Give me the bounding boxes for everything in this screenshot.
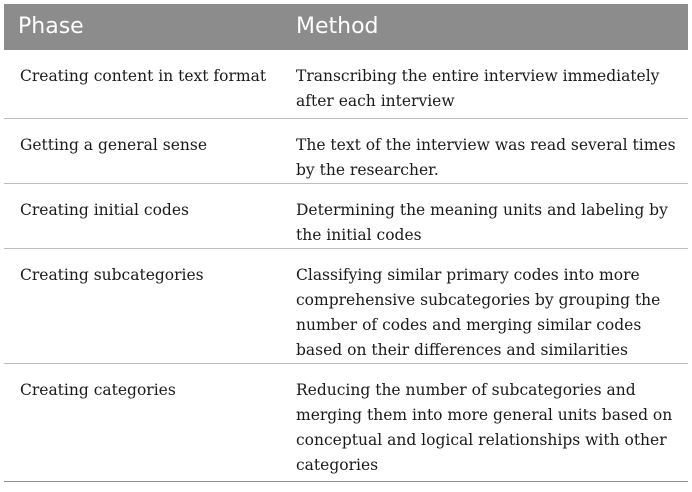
phase-text: Creating initial codes bbox=[20, 201, 189, 219]
table-row bbox=[4, 119, 688, 184]
phase-method-table bbox=[4, 4, 688, 482]
method-cell bbox=[279, 50, 688, 119]
table-header bbox=[4, 4, 688, 50]
phase-cell bbox=[4, 119, 279, 184]
method-text: Determining the meaning units and labeling by the initial codes bbox=[296, 201, 668, 244]
phase-text: Creating content in text format bbox=[20, 67, 267, 85]
method-text: Reducing the number of subcategories and merging them into more general units based on conceptual and logical relationships with other categories bbox=[296, 381, 673, 474]
table-body bbox=[4, 50, 688, 482]
table-row bbox=[4, 249, 688, 364]
phase-cell bbox=[4, 184, 279, 249]
phase-method-table-container bbox=[4, 4, 688, 488]
method-text: Classifying similar primary codes into more comprehensive subcategories by grouping the number of codes and merging similar codes based on their differences and similarities bbox=[296, 266, 661, 359]
column-header-method: Method bbox=[279, 4, 688, 50]
header-row bbox=[4, 4, 688, 50]
phase-text: Creating subcategories bbox=[20, 266, 204, 284]
phase-text: Creating categories bbox=[20, 381, 176, 399]
method-cell bbox=[279, 119, 688, 184]
method-cell bbox=[279, 249, 688, 364]
phase-text: Getting a general sense bbox=[20, 136, 207, 154]
phase-cell bbox=[4, 249, 279, 364]
method-cell bbox=[279, 364, 688, 482]
table-row bbox=[4, 364, 688, 482]
method-text: Transcribing the entire interview immediately after each interview bbox=[296, 67, 660, 110]
phase-cell bbox=[4, 50, 279, 119]
column-header-phase: Phase bbox=[4, 4, 279, 50]
phase-cell bbox=[4, 364, 279, 482]
method-cell bbox=[279, 184, 688, 249]
table-row bbox=[4, 50, 688, 119]
table-row bbox=[4, 184, 688, 249]
method-text: The text of the interview was read several times by the researcher. bbox=[296, 136, 676, 179]
